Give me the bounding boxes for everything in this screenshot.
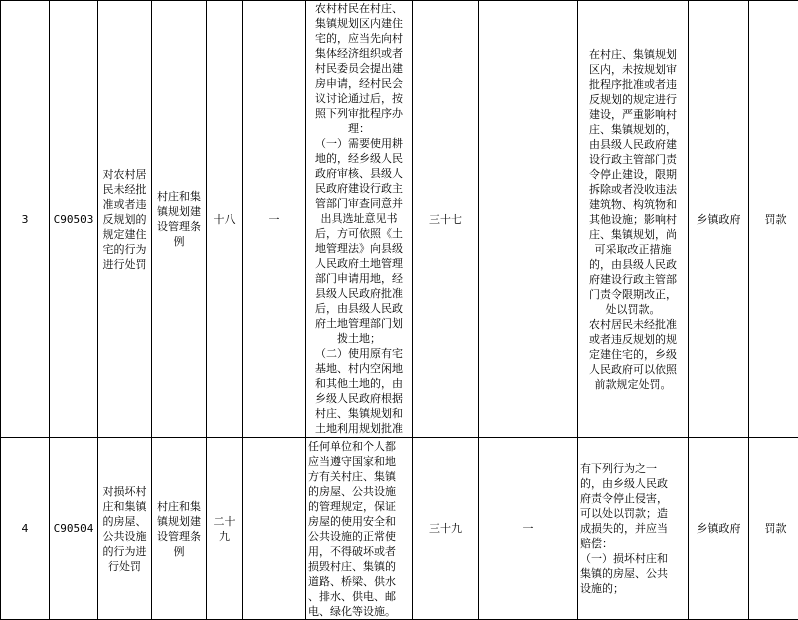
basis-name-cell (152, 438, 207, 620)
seq-cell: 3 (1, 1, 50, 438)
matter-text: 对农村居 民未经批 准或者违 反规划的 规定建住 宅的行为 进行处罚 (102, 167, 147, 271)
article-cell: 二十九 (207, 438, 243, 620)
table-row (1, 438, 798, 620)
matter-text: 对损坏村 庄和集镇 的房屋、 公共设施 的行为进 行处罚 (102, 484, 147, 573)
penalty-provision-cell (578, 1, 689, 438)
basis-name-text: 村庄和集 镇规划建 设管理条 例 (157, 190, 201, 248)
penalty-article-cell: 三十七 (413, 1, 479, 438)
penalty-clause-cell (479, 1, 578, 438)
table-row (1, 1, 798, 438)
provision-text: 任何单位和个人都 应当遵守国家和地 方有关村庄、集镇 的房屋、公共设施 的管理规定，保证 房屋的使用安全和 公共设施的正常使 用，不得破坏或者 损毁村庄、集镇的 道路、桥梁、供水 、排水、供电、邮 电、绿化等设施。 (308, 439, 396, 618)
provision-text: 农村村民在村庄、 集镇规划区内建住 宅的，应当先向村 集体经济组织或者 村民委员会提出建 房申请，经村民会 议讨论通过后，按 照下列审批程序办 理： （一）需要使用耕 地的，经乡级人民 政府审核、县级人 民政府建设行政主 管部门审查同意并 出具选址意见书 后，方可依照《土 地管理法》向县级 人民政府土地管理 部门申请用地，经 县级人民政府批准 后，由县级人民政 府土地管理部门划 拨土地； （二）使用原有宅 基地、村内空闲地 和其他土地的，由 乡级人民政府根据 村庄、集镇规划和 土地利用规划批准 (315, 2, 403, 435)
matter-cell (98, 1, 152, 438)
basis-name-text: 村庄和集 镇规划建 设管理条 例 (157, 499, 201, 558)
provision-cell (306, 1, 413, 438)
authority-cell: 乡镇政府 (689, 438, 749, 620)
code-cell: C90503 (50, 1, 98, 438)
penalty-clause-cell: 一 (479, 438, 578, 620)
penalty-provision-text: 有下列行为之一 的，由乡级人民政 府责令停止侵害， 可以处以罚款；造 成损失的，并应当 赔偿： （一）损坏村庄和 集镇的房屋、公共 设施的； (580, 462, 668, 595)
penalty-type-cell: 罚款 (749, 1, 798, 438)
penalty-type-cell: 罚款 (749, 438, 798, 620)
authority-cell: 乡镇政府 (689, 1, 749, 438)
penalty-provision-cell (578, 438, 689, 620)
penalty-provision-text: 在村庄、集镇规划 区内，未按规划审 批程序批准或者违 反规划的规定进行 建设，严重影响村 庄、集镇规划的， 由县级人民政府建 设行政主管部门责 令停止建设，限期 拆除或者没收违法 建筑物、构筑物和 其他设施；影响村 庄、集镇规划，尚 可采取改正措施 的，由县级人民政 府建设行政主管部 门责令限期改正， 处以罚款。 农村居民未经批准 或者违反规划的规 定建住宅的，乡级 人民政府可以依照 前款规定处罚。 (589, 47, 677, 391)
matter-cell (98, 438, 152, 620)
penalty-article-cell: 三十九 (413, 438, 479, 620)
clause-cell: 一 (243, 1, 306, 438)
clause-cell (243, 438, 306, 620)
code-cell: C90504 (50, 438, 98, 620)
seq-cell: 4 (1, 438, 50, 620)
basis-name-cell (152, 1, 207, 438)
provision-cell (306, 438, 413, 620)
article-cell: 十八 (207, 1, 243, 438)
